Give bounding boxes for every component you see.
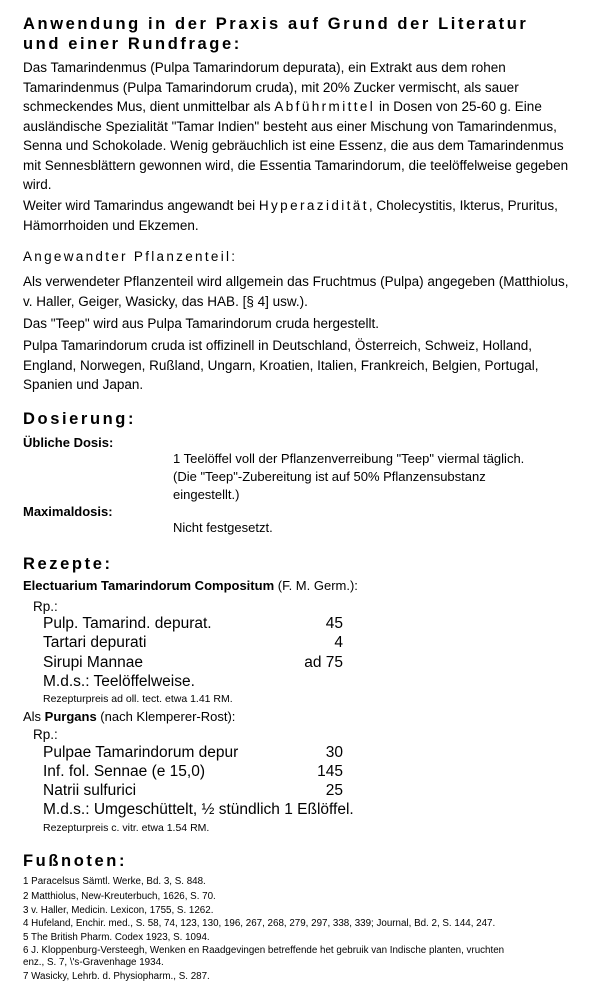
- recipe1-title-source: (F. M. Germ.):: [274, 578, 358, 593]
- paragraph-teep: Das "Teep" wird aus Pulpa Tamarindorum cruda hergestellt.: [23, 316, 380, 331]
- recipe2-title-prefix: Als: [23, 709, 45, 724]
- recipe2-price: Rezepturpreis c. vitr. etwa 1.54 RM.: [43, 822, 210, 834]
- recipe1-title-bold: Electuarium Tamarindorum Compositum: [23, 578, 275, 593]
- paragraph-indications-text-start: Weiter wird Tamarindus angewandt bei: [23, 198, 259, 213]
- recipe2-ingredient: Natrii sulfurici: [43, 782, 137, 799]
- label-maximaldosis: Maximaldosis:: [23, 504, 113, 519]
- recipe1-quantity: ad 75: [304, 654, 343, 671]
- footnote: 1 Paracelsus Sämtl. Werke, Bd. 3, S. 848.: [23, 876, 206, 887]
- footnote: 7 Wasicky, Lehrb. d. Physiopharm., S. 287.: [23, 971, 210, 982]
- spaced-term-hyperaziditaet: Hyperazidität: [258, 198, 369, 213]
- subheading-pflanzenteil: Angewandter Pflanzenteil:: [23, 249, 238, 264]
- maximaldosis-text: Nicht festgesetzt.: [173, 520, 273, 535]
- section-heading-anwendung-line2: und einer Rundfrage:: [23, 35, 242, 53]
- paragraph-pflanzenteil: Als verwendeter Pflanzenteil wird allgemein das Fruchtmus (Pulpa) angegeben (Matthiolus, v. Haller, Geiger, Wasicky, das HAB. [§ 4] usw.).: [23, 274, 569, 309]
- section-heading-rezepte: Rezepte:: [23, 555, 113, 573]
- paragraph-usage: [23, 58, 571, 195]
- footnote: 4 Hufeland, Enchir. med., S. 58, 74, 123, 130, 196, 267, 268, 279, 297, 338, 339; Journal, Bd. 2, S. 144, 247.: [23, 918, 496, 929]
- recipe2-quantity: 25: [325, 782, 343, 799]
- paragraph-usage-text-end: in Dosen von 25-60 g. Eine ausländische Spezialität "Tamar Indien" besteht aus einer Mischung von Tamarindenmus, Senna und Schokolade. Wenig gebräuchlich ist eine Essenz, die aus dem Tamarindenmus mit Sennesblättern gewonnen wird, die Essentia Tamarindorum, die teelöffelweise gegeben wird.: [23, 99, 569, 192]
- recipe2-quantity: 30: [325, 744, 343, 761]
- dosis-text-line1: 1 Teelöffel voll der Pflanzenverreibung "Teep" viermal täglich.: [173, 451, 525, 466]
- dosis-text-line2: (Die "Teep"-Zubereitung ist auf 50% Pflanzensubstanz: [173, 469, 486, 484]
- footnote: 6 J. Kloppenburg-Versteegh, Wenken en Raadgevingen betreffende het gebruik van Indische planten, vruchten: [23, 945, 505, 956]
- footnote-continuation: enz., S. 7, \'s-Gravenhage 1934.: [23, 957, 164, 968]
- recipe2-quantity: 145: [317, 763, 343, 780]
- paragraph-usage-text-start: Das Tamarindenmus (Pulpa Tamarindorum depurata), ein Extrakt aus dem rohen Tamarindenmus (Pulpa Tamarindorum cruda), mit 20% Zucker vermischt, als sauer schmeckendes Mus, dient unmittelbar als: [23, 60, 519, 114]
- paragraph-indications-text-end: , Cholecystitis, Ikterus, Pruritus, Hämorrhoiden und Ekzemen.: [23, 198, 558, 233]
- recipe2-title-source: (nach Klemperer-Rost):: [96, 709, 236, 724]
- footnote: 5 The British Pharm. Codex 1923, S. 1094.: [23, 932, 210, 943]
- recipe2-title: [23, 709, 235, 724]
- label-uebliche-dosis: Übliche Dosis:: [23, 435, 114, 450]
- paragraph-indications: [23, 196, 571, 235]
- recipe1-title: [23, 578, 358, 593]
- section-heading-fussnoten: Fußnoten:: [23, 852, 128, 870]
- recipe2-ingredient: Pulpae Tamarindorum depur: [43, 744, 239, 761]
- recipe1-ingredient: Tartari depurati: [43, 634, 147, 651]
- recipe2-rp: Rp.:: [33, 727, 58, 742]
- recipe1-ingredient: Pulp. Tamarind. depurat.: [43, 615, 212, 632]
- recipe1-quantity: 4: [334, 634, 343, 651]
- footnote: 2 Matthiolus, New-Kreuterbuch, 1626, S. 70.: [23, 891, 216, 902]
- recipe2-title-bold: Purgans: [44, 709, 97, 724]
- recipe1-mds: M.d.s.: Teelöffelweise.: [43, 673, 195, 690]
- recipe2-ingredient: Inf. fol. Sennae (e 15,0): [43, 763, 205, 780]
- spaced-term-abfuehrmittel: Abführmittel: [274, 99, 376, 114]
- footnote: 3 v. Haller, Medicin. Lexicon, 1755, S. 1262.: [23, 905, 214, 916]
- recipe1-rp: Rp.:: [33, 599, 58, 614]
- recipe1-quantity: 45: [325, 615, 343, 632]
- dosis-text-line3: eingestellt.): [173, 487, 240, 502]
- section-heading-dosierung: Dosierung:: [23, 410, 137, 428]
- section-heading-anwendung-line1: Anwendung in der Praxis auf Grund der Literatur: [23, 15, 529, 33]
- recipe1-price: Rezepturpreis ad oll. tect. etwa 1.41 RM.: [43, 693, 233, 705]
- recipe2-mds: M.d.s.: Umgeschüttelt, ½ stündlich 1 Eßlöffel.: [43, 801, 354, 818]
- paragraph-offizinell: Pulpa Tamarindorum cruda ist offizinell in Deutschland, Österreich, Schweiz, Holland, England, Norwegen, Rußland, Ungarn, Kroatien, Italien, Frankreich, Belgien, Portugal, Spanien und Japan.: [23, 338, 539, 392]
- recipe1-ingredient: Sirupi Mannae: [43, 654, 143, 671]
